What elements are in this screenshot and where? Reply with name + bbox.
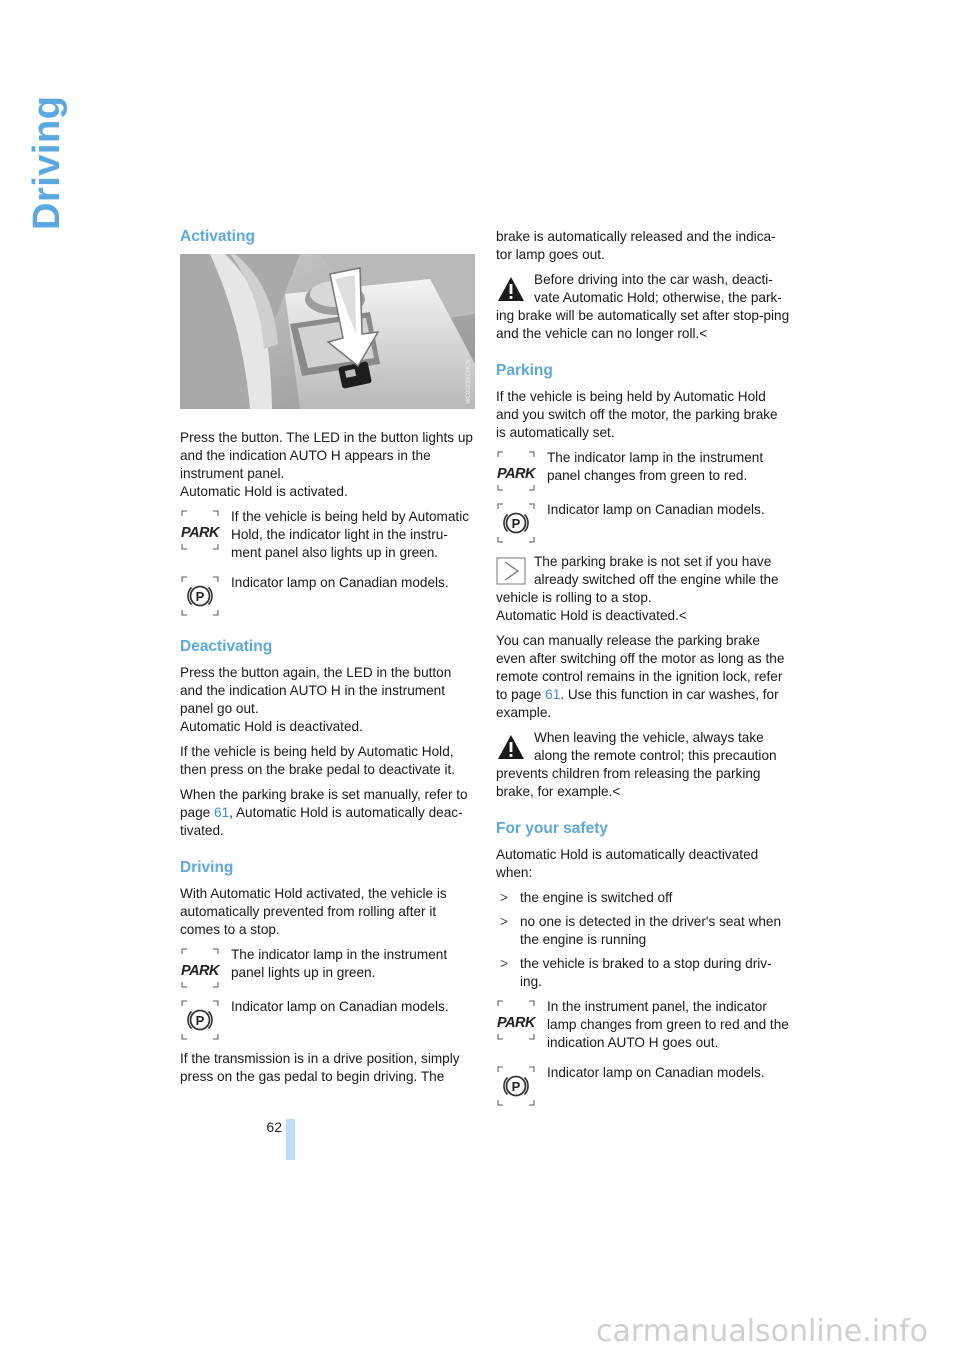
continued-paragraph: brake is automatically released and the indica-tor lamp goes out.	[496, 229, 776, 262]
deactivating-paragraph-3: If the vehicle is being held by Automatic Hold, then press on the brake pedal to deactivate it.	[180, 744, 456, 777]
driving-paragraph-1: With Automatic Hold activated, the vehicle is automatically prevented from rolling after it comes to a stop.	[180, 886, 447, 937]
text: . Use this function in car washes, for example.	[496, 687, 779, 720]
park-indicator-note	[180, 946, 475, 986]
text: When the parking brake is set manually, refer to page	[180, 787, 468, 820]
heading-deactivating: Deactivating	[180, 638, 273, 655]
heading-activating: Activating	[180, 228, 255, 245]
note-text: Indicator lamp on Canadian models.	[547, 502, 765, 517]
tip-text: vehicle is rolling to a stop.	[496, 590, 652, 605]
text: the engine is switched off	[520, 890, 673, 905]
note-text: Indicator lamp on Canadian models.	[231, 575, 449, 590]
note-text: The indicator lamp in the instrument panel lights up in green.	[231, 947, 448, 980]
note-text: In the instrument panel, the indicator lamp changes from green to red and the indication AUTO H goes out.	[547, 999, 789, 1050]
p-indicator-icon	[496, 503, 536, 543]
text: the vehicle is braked to a stop during driv-ing.	[520, 956, 772, 989]
park-indicator-icon	[496, 1000, 536, 1040]
p-indicator-note	[496, 501, 791, 541]
bullet-mark: >	[500, 890, 508, 905]
p-indicator-icon	[180, 576, 220, 616]
page-number: 62	[266, 1119, 282, 1135]
tip-text: The parking brake is not set if you have already switched off the engine while the	[534, 554, 779, 587]
note-text: If the vehicle is being held by Automatic Hold, the indicator light in the instru-ment panel also lights up in green.	[231, 509, 470, 560]
parking-paragraph-1: If the vehicle is being held by Automatic Hold and you switch off the motor, the parking brake is automatically set.	[496, 389, 778, 440]
list-item	[496, 913, 791, 949]
warning-triangle-icon	[496, 275, 526, 303]
tip-arrow-icon	[496, 557, 526, 585]
note-text: Indicator lamp on Canadian models.	[231, 999, 449, 1014]
bullet-mark: >	[500, 914, 508, 929]
tip-note	[496, 553, 791, 625]
list-item	[496, 955, 791, 991]
left-column	[180, 228, 475, 1093]
chapter-sidebar	[26, 95, 68, 450]
warning-text	[496, 307, 791, 343]
page-link-61[interactable]: 61	[214, 805, 230, 820]
park-indicator-note	[180, 508, 475, 562]
park-indicator-icon	[180, 510, 220, 550]
tip-text	[496, 607, 791, 625]
note-text: Indicator lamp on Canadian models.	[547, 1065, 765, 1080]
text: You can manually release the parking brake even after switching off the motor as long as the remote control remains in the ignition lock, refer to page	[496, 633, 785, 702]
text: prevents children from releasing the parking brake, for example.	[496, 766, 761, 799]
list-item	[496, 889, 791, 907]
activating-paragraph-1: Press the button. The LED in the button lights up and the indication AUTO H appears in the instrument panel.	[180, 430, 473, 481]
deactivating-paragraph-1: Press the button again, the LED in the button and the indication AUTO H in the instrument panel go out.	[180, 665, 452, 716]
text: ing brake will be automatically set after stop-ping and the vehicle can no longer roll.	[496, 308, 790, 341]
p-indicator-note	[180, 998, 475, 1038]
page-number-bar	[286, 1119, 295, 1160]
warning-triangle-icon	[496, 733, 526, 761]
warning-text	[496, 765, 791, 801]
console-photo	[180, 254, 475, 409]
heading-for-your-safety: For your safety	[496, 820, 608, 837]
park-indicator-icon	[496, 451, 536, 491]
deactivating-paragraph-2: Automatic Hold is deactivated.	[180, 719, 363, 734]
chapter-title: Driving	[26, 95, 68, 230]
page-link-61[interactable]: 61	[545, 687, 561, 702]
park-indicator-icon	[180, 948, 220, 988]
deactivating-paragraph-4	[180, 786, 475, 840]
warning-text: Before driving into the car wash, deacti-vate Automatic Hold; otherwise, the park-	[534, 272, 782, 305]
text: no one is detected in the driver's seat when the engine is running	[520, 914, 782, 947]
safety-paragraph-1: Automatic Hold is automatically deactivated when:	[496, 847, 759, 880]
p-indicator-note	[180, 574, 475, 614]
end-mark: <	[678, 608, 687, 623]
bullet-mark: >	[500, 956, 508, 971]
warning-remote-control	[496, 729, 791, 801]
svg-text:WC0023XCHCN: WC0023XCHCN	[466, 359, 472, 404]
watermark: carmanualsonline.info	[596, 1314, 928, 1349]
park-indicator-note	[496, 449, 791, 489]
safety-list	[496, 889, 791, 991]
parking-paragraph-2	[496, 632, 791, 722]
end-mark: <	[699, 326, 708, 341]
heading-driving: Driving	[180, 859, 234, 876]
p-indicator-note	[496, 1064, 791, 1104]
p-indicator-icon	[496, 1066, 536, 1106]
p-indicator-icon	[180, 1000, 220, 1040]
driving-paragraph-2: If the transmission is in a drive position, simply press on the gas pedal to begin driving. The	[180, 1051, 460, 1084]
heading-parking: Parking	[496, 362, 553, 379]
text: Automatic Hold is deactivated.	[496, 608, 679, 623]
text: , Automatic Hold is automatically deac-tivated.	[180, 805, 463, 838]
park-indicator-note	[496, 998, 791, 1052]
note-text: The indicator lamp in the instrument panel changes from green to red.	[547, 450, 764, 483]
warning-car-wash	[496, 271, 791, 343]
warning-text: When leaving the vehicle, always take along the remote control; this precaution	[534, 730, 777, 763]
activating-paragraph-2: Automatic Hold is activated.	[180, 484, 348, 499]
right-column	[496, 228, 791, 1116]
end-mark: <	[612, 784, 621, 799]
